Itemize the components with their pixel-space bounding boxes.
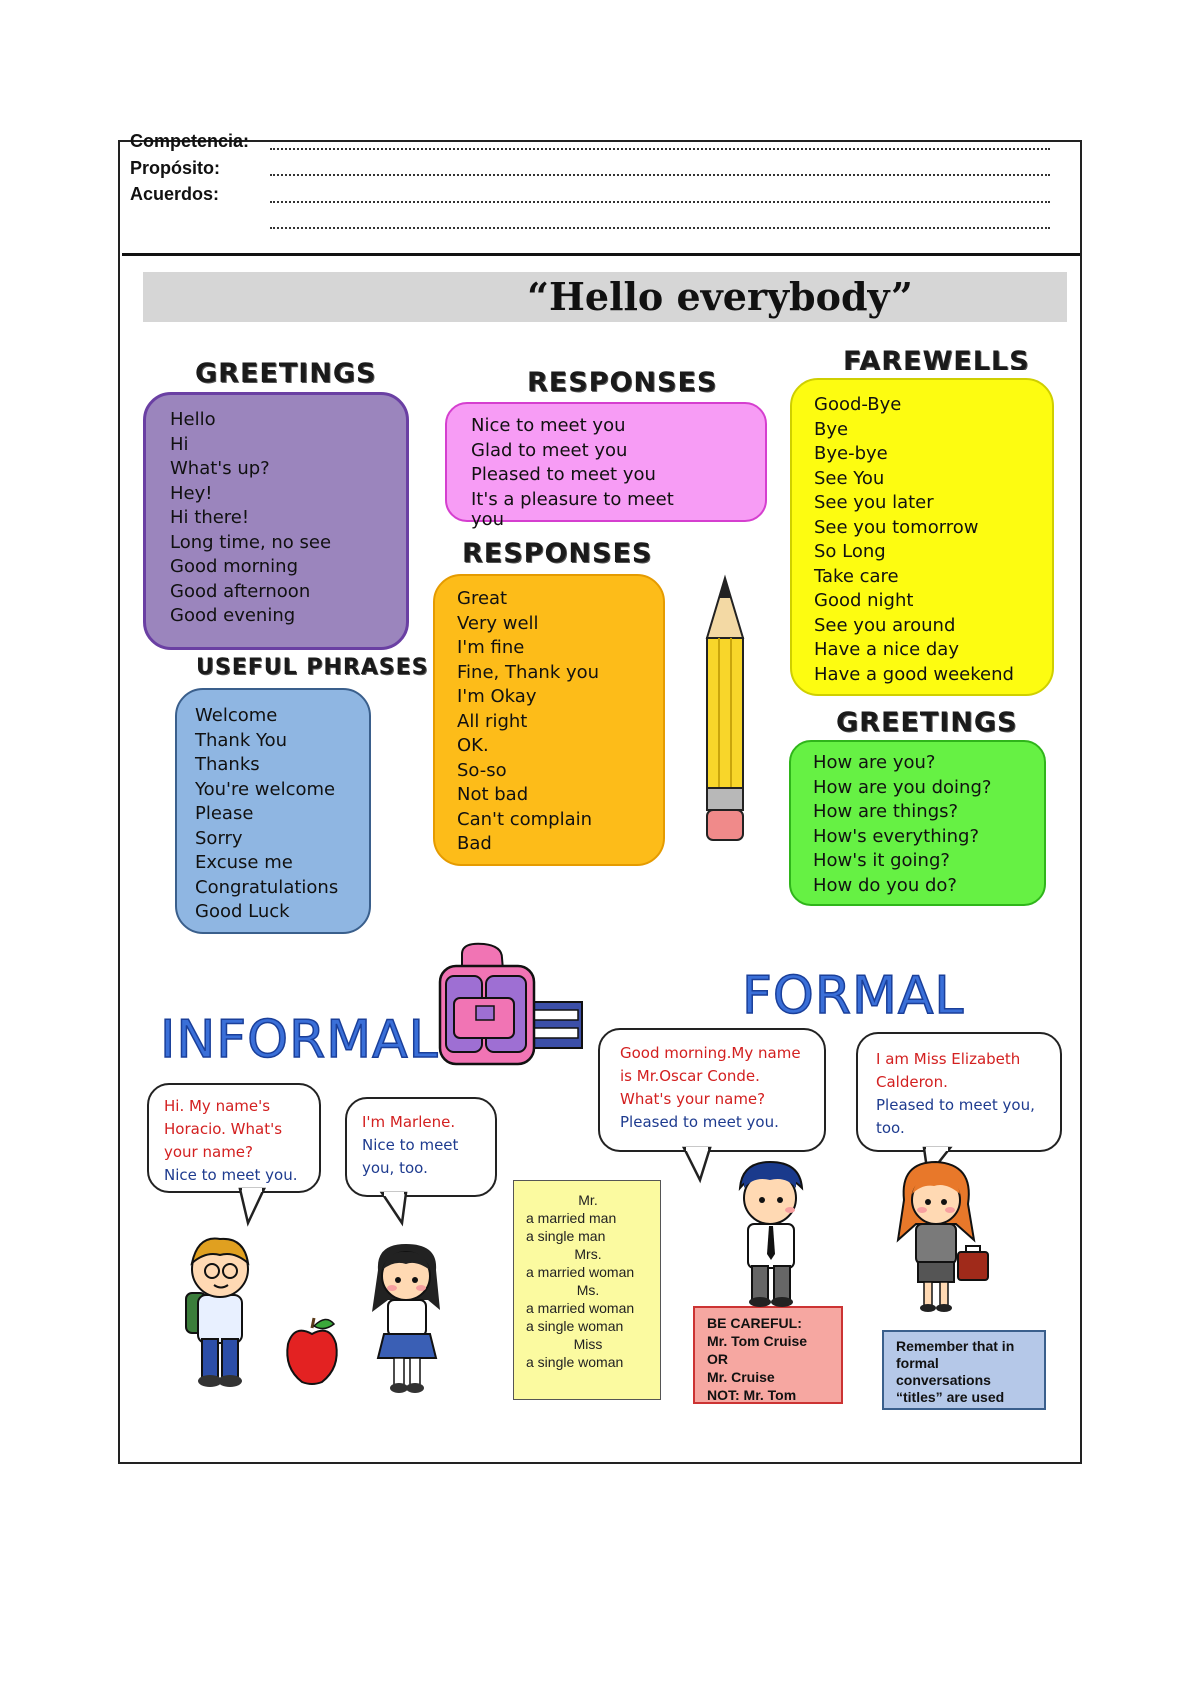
farewell-item: Good night (814, 590, 914, 611)
bubble-tail (680, 1148, 720, 1182)
speech-bubble-boy (147, 1083, 321, 1193)
response-item: Bad (457, 833, 492, 854)
phrase-item: Welcome (195, 705, 278, 726)
greeting-item: Good afternoon (170, 580, 311, 602)
phrase-item: Congratulations (195, 876, 339, 898)
greeting-item: Hi (170, 433, 189, 455)
bubble-text: Pleased to meet you. (620, 1113, 779, 1131)
greeting-item: Hi there! (170, 507, 250, 528)
responses-box-1 (445, 402, 767, 530)
responses-box-2 (433, 574, 665, 866)
greeting-item: Long time, no see (170, 531, 332, 553)
farewell-item: See you later (814, 492, 934, 513)
formal-label: FORMAL (742, 966, 965, 1026)
page-title: “Hello everybody” (527, 274, 913, 319)
bubble-text: your name? (164, 1143, 253, 1161)
boy-character-illustration (168, 1233, 268, 1393)
note-line: “titles” are used (896, 1389, 1005, 1405)
farewell-item: Good-Bye (814, 394, 902, 415)
farewell-item: Take care (814, 565, 899, 587)
greeting-item: How's everything? (813, 825, 980, 847)
field-label-acuerdos: Acuerdos: (130, 184, 220, 204)
note-line: a single woman (526, 1318, 624, 1334)
greeting-item: Good morning (170, 556, 298, 577)
note-line: BE CAREFUL: (707, 1315, 802, 1331)
field-label-competencia: Competencia: (130, 131, 250, 151)
bubble-text: What's your name? (620, 1090, 766, 1108)
phrase-item: Good Luck (195, 901, 290, 922)
note-line: a married woman (526, 1300, 635, 1316)
greeting-item: How are you? (813, 752, 936, 773)
farewell-item: So Long (814, 541, 886, 562)
farewell-item: See You (814, 467, 885, 489)
greetings-heading-2: GREETINGS (836, 707, 1018, 738)
response-item: I'm Okay (457, 686, 537, 707)
note-line: OR (707, 1351, 728, 1367)
useful-phrases-heading: USEFUL PHRASES (196, 655, 429, 680)
speech-bubble-girl (345, 1097, 497, 1197)
note-line: conversations (896, 1372, 991, 1388)
phrase-item: Please (195, 803, 254, 824)
note-line: a married man (526, 1210, 617, 1226)
response-item: I'm fine (457, 637, 525, 658)
speech-bubble-man (598, 1028, 826, 1152)
careful-note (693, 1306, 843, 1404)
greeting-item: What's up? (170, 458, 270, 479)
greetings-box (143, 392, 409, 650)
responses-heading-1: RESPONSES (527, 367, 718, 398)
bubble-text: Calderon. (876, 1073, 948, 1091)
bubble-text: Nice to meet you. (164, 1166, 298, 1184)
greetings-heading: GREETINGS (195, 358, 377, 389)
titles-note (513, 1180, 661, 1400)
bubble-text: Good morning.My name (620, 1044, 801, 1062)
note-line: Mr. (578, 1192, 598, 1208)
bubble-text: Pleased to meet you, (876, 1096, 1035, 1114)
greetings-box-2 (789, 740, 1046, 906)
header-divider (122, 253, 1080, 256)
field-label-proposito: Propósito: (130, 158, 220, 178)
note-line: a single woman (526, 1354, 624, 1370)
response-item: Can't complain (457, 808, 593, 830)
backpack-illustration (432, 942, 592, 1070)
note-line: NOT: Mr. Tom (707, 1387, 797, 1403)
response-item: Pleased to meet you (471, 464, 656, 485)
bubble-text: I am Miss Elizabeth (876, 1050, 1021, 1068)
response-item: Very well (457, 612, 539, 634)
man-character-illustration (720, 1158, 820, 1308)
response-item: Glad to meet you (471, 439, 628, 461)
bubble-tail (378, 1193, 418, 1225)
field-line-proposito (270, 174, 1050, 176)
note-line: formal (896, 1355, 939, 1371)
farewell-item: Have a good weekend (814, 663, 1014, 685)
note-line: a married woman (526, 1264, 635, 1280)
bubble-text: I'm Marlene. (362, 1113, 456, 1131)
remember-note (882, 1330, 1046, 1410)
bubble-text: is Mr.Oscar Conde. (620, 1067, 760, 1085)
phrase-item: You're welcome (195, 778, 336, 800)
field-line-competencia (270, 148, 1050, 150)
farewell-item: See you around (814, 614, 956, 636)
response-item: Nice to meet you (471, 415, 626, 436)
response-item: Great (457, 588, 508, 609)
greeting-item: Good evening (170, 605, 296, 626)
bubble-text: Horacio. What's (164, 1120, 283, 1138)
bubble-text: you, too. (362, 1159, 428, 1177)
informal-label: INFORMAL (160, 1010, 439, 1070)
greeting-item: Hello (170, 409, 216, 430)
phrase-item: Thanks (195, 754, 260, 775)
greeting-item: Hey! (170, 482, 213, 504)
bubble-text: too. (876, 1119, 905, 1137)
response-item: you (471, 508, 505, 530)
response-item: It's a pleasure to meet (471, 488, 674, 510)
bubble-text: Hi. My name's (164, 1097, 271, 1115)
response-item: Not bad (457, 784, 529, 805)
responses-heading-2: RESPONSES (462, 538, 653, 569)
farewells-box (790, 378, 1054, 696)
note-line: Mr. Tom Cruise (707, 1333, 808, 1349)
girl-character-illustration (358, 1240, 458, 1396)
phrase-item: Thank You (195, 729, 288, 751)
title-bar (143, 272, 1067, 322)
note-line: Mrs. (574, 1246, 602, 1262)
field-line-acuerdos-2 (270, 227, 1050, 229)
farewells-heading: FAREWELLS (843, 346, 1030, 370)
pencil-illustration (700, 578, 750, 848)
woman-character-illustration (886, 1160, 996, 1316)
farewell-item: Have a nice day (814, 639, 959, 660)
farewell-item: Bye-bye (814, 443, 888, 464)
response-item: Fine, Thank you (457, 661, 600, 683)
apple-illustration (284, 1318, 340, 1386)
greeting-item: How's it going? (813, 850, 950, 871)
note-line: Mr. Cruise (707, 1369, 775, 1385)
phrase-item: Excuse me (195, 852, 293, 873)
response-item: All right (457, 710, 528, 732)
useful-phrases-box (175, 688, 371, 934)
bubble-text: Nice to meet (362, 1136, 459, 1154)
greeting-item: How do you do? (813, 874, 957, 896)
note-line: Miss (573, 1336, 603, 1352)
note-line: Remember that in (896, 1338, 1015, 1354)
note-line: Ms. (576, 1282, 600, 1298)
bubble-tail (238, 1189, 278, 1225)
speech-bubble-woman (856, 1032, 1062, 1152)
field-line-acuerdos (270, 201, 1050, 203)
farewell-item: See you tomorrow (814, 516, 979, 538)
greeting-item: How are you doing? (813, 776, 992, 798)
greeting-item: How are things? (813, 801, 959, 822)
response-item: So-so (457, 759, 507, 781)
response-item: OK. (457, 735, 489, 756)
farewell-item: Bye (814, 418, 849, 440)
note-line: a single man (526, 1228, 606, 1244)
phrase-item: Sorry (195, 827, 243, 849)
